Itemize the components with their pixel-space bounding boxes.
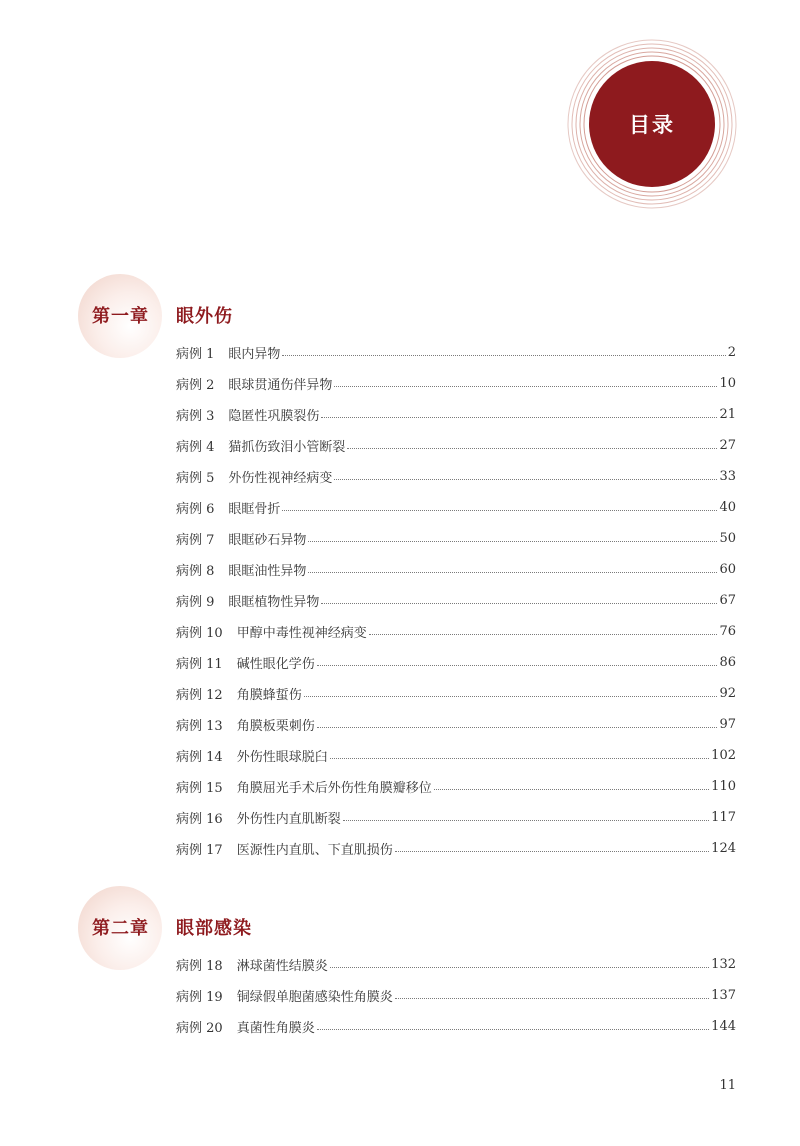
case-number: 病例 18	[176, 959, 223, 974]
case-number: 病例 12	[176, 688, 223, 703]
case-title: 眼眶植物性异物	[228, 595, 320, 610]
case-number: 病例 9	[176, 595, 215, 610]
page-ref: 40	[719, 500, 736, 515]
case-title: 眼眶油性异物	[228, 564, 307, 579]
toc-entry[interactable]	[176, 554, 736, 585]
dot-leader	[395, 998, 709, 999]
toc-entry[interactable]	[176, 337, 736, 368]
case-title: 外伤性视神经病变	[228, 471, 333, 486]
page-ref: 124	[711, 841, 736, 856]
case-number: 病例 8	[176, 564, 215, 579]
case-title: 眼内异物	[228, 347, 281, 362]
page-ref: 60	[719, 562, 736, 577]
case-title: 角膜蜂蜇伤	[236, 688, 302, 703]
dot-leader	[308, 572, 717, 573]
case-title: 猫抓伤致泪小管断裂	[228, 440, 346, 455]
case-number: 病例 20	[176, 1021, 223, 1036]
dot-leader	[347, 448, 717, 449]
case-number: 病例 15	[176, 781, 223, 796]
toc-entry[interactable]	[176, 833, 736, 864]
case-title: 角膜板栗刺伤	[236, 719, 315, 734]
chapter-name: 眼外伤	[176, 306, 233, 327]
page-ref: 117	[711, 810, 736, 825]
toc-entry[interactable]	[176, 740, 736, 771]
page-ref: 110	[711, 779, 736, 794]
toc-entry[interactable]	[176, 461, 736, 492]
toc-entry[interactable]	[176, 399, 736, 430]
case-title: 淋球菌性结膜炎	[236, 959, 328, 974]
page-ref: 50	[719, 531, 736, 546]
page-ref: 86	[719, 655, 736, 670]
dot-leader	[434, 789, 709, 790]
page-ref: 97	[719, 717, 736, 732]
case-title: 铜绿假单胞菌感染性角膜炎	[236, 990, 393, 1005]
chapter-label: 第一章	[92, 306, 149, 327]
dot-leader	[330, 967, 709, 968]
dot-leader	[330, 758, 709, 759]
case-title: 甲醇中毒性视神经病变	[236, 626, 367, 641]
toc-entry[interactable]	[176, 616, 736, 647]
toc-list	[176, 949, 736, 1042]
case-title: 眼眶砂石异物	[228, 533, 307, 548]
page-ref: 21	[719, 407, 736, 422]
case-number: 病例 17	[176, 843, 223, 858]
dot-leader	[282, 355, 725, 356]
page-ref: 102	[711, 748, 736, 763]
page-ref: 33	[719, 469, 736, 484]
title-badge	[566, 38, 738, 210]
dot-leader	[321, 417, 717, 418]
page-ref: 92	[719, 686, 736, 701]
page-ref: 67	[719, 593, 736, 608]
case-number: 病例 16	[176, 812, 223, 827]
page-ref: 76	[719, 624, 736, 639]
toc-entry[interactable]	[176, 949, 736, 980]
page-title: 目录	[629, 113, 675, 137]
case-title: 眼球贯通伤伴异物	[228, 378, 333, 393]
toc-entry[interactable]	[176, 647, 736, 678]
dot-leader	[395, 851, 709, 852]
case-number: 病例 2	[176, 378, 215, 393]
case-number: 病例 13	[176, 719, 223, 734]
toc-entry[interactable]	[176, 709, 736, 740]
page-ref: 10	[719, 376, 736, 391]
toc-entry[interactable]	[176, 492, 736, 523]
case-title: 真菌性角膜炎	[236, 1021, 315, 1036]
case-number: 病例 10	[176, 626, 223, 641]
dot-leader	[317, 665, 718, 666]
toc-entry[interactable]	[176, 523, 736, 554]
page-ref: 144	[711, 1019, 736, 1034]
toc-entry[interactable]	[176, 802, 736, 833]
case-number: 病例 3	[176, 409, 215, 424]
case-title: 碱性眼化学伤	[236, 657, 315, 672]
toc-entry[interactable]	[176, 771, 736, 802]
dot-leader	[317, 1029, 709, 1030]
case-title: 外伤性内直肌断裂	[236, 812, 341, 827]
toc-entry[interactable]	[176, 1011, 736, 1042]
case-number: 病例 6	[176, 502, 215, 517]
page-ref: 132	[711, 957, 736, 972]
dot-leader	[321, 603, 717, 604]
page-ref: 27	[719, 438, 736, 453]
dot-leader	[304, 696, 718, 697]
case-number: 病例 19	[176, 990, 223, 1005]
dot-leader	[334, 386, 717, 387]
case-title: 外伤性眼球脱臼	[236, 750, 328, 765]
toc-entry[interactable]	[176, 678, 736, 709]
dot-leader	[369, 634, 718, 635]
dot-leader	[308, 541, 717, 542]
dot-leader	[334, 479, 717, 480]
page-ref: 2	[727, 345, 736, 360]
page-ref: 137	[711, 988, 736, 1003]
case-title: 角膜屈光手术后外伤性角膜瓣移位	[236, 781, 432, 796]
case-number: 病例 4	[176, 440, 215, 455]
case-title: 隐匿性巩膜裂伤	[228, 409, 320, 424]
toc-entry[interactable]	[176, 585, 736, 616]
case-number: 病例 1	[176, 347, 215, 362]
toc-entry[interactable]	[176, 980, 736, 1011]
case-number: 病例 7	[176, 533, 215, 548]
dot-leader	[317, 727, 718, 728]
dot-leader	[282, 510, 717, 511]
chapter-name: 眼部感染	[176, 918, 252, 939]
page-number: 11	[719, 1078, 736, 1093]
case-number: 病例 5	[176, 471, 215, 486]
case-title: 医源性内直肌、下直肌损伤	[236, 843, 393, 858]
toc-entry[interactable]	[176, 368, 736, 399]
toc-entry[interactable]	[176, 430, 736, 461]
case-title: 眼眶骨折	[228, 502, 281, 517]
case-number: 病例 14	[176, 750, 223, 765]
dot-leader	[343, 820, 709, 821]
case-number: 病例 11	[176, 657, 223, 672]
toc-list	[176, 337, 736, 864]
chapter-label: 第二章	[92, 918, 149, 939]
